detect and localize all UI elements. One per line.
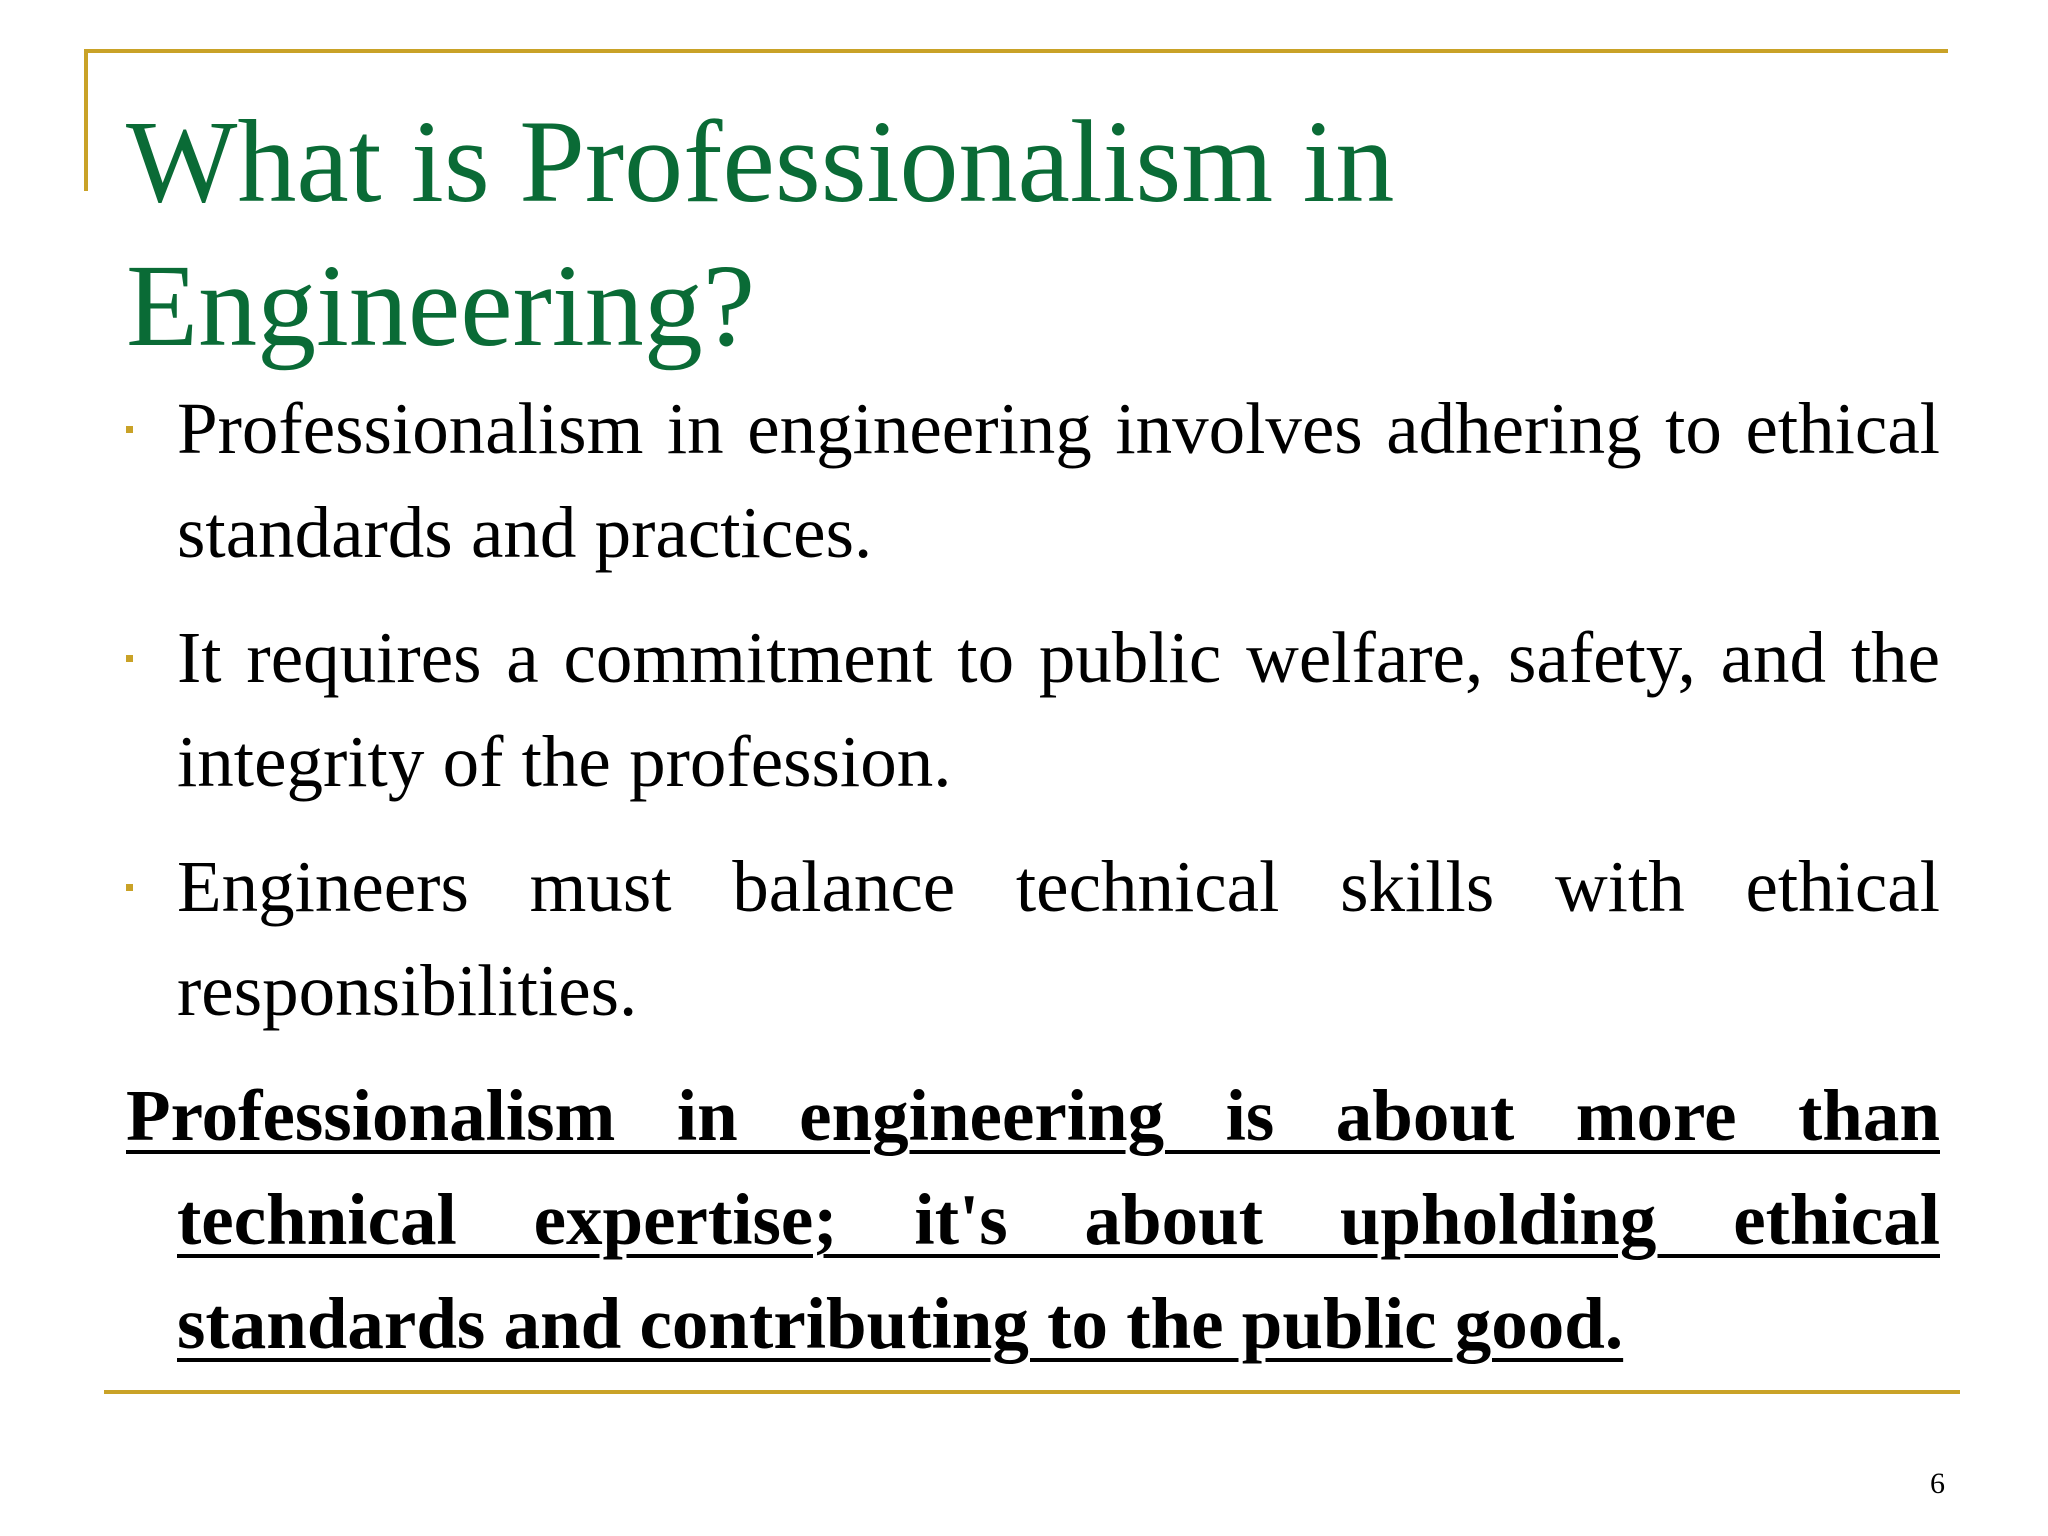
bottom-border-line: [104, 1390, 1960, 1394]
bullet-item: [126, 835, 1940, 1043]
page-number: 6: [1930, 1467, 1945, 1500]
square-bullet-icon: [126, 655, 133, 662]
top-border-line: [84, 49, 1948, 53]
bullet-list: [126, 377, 1940, 1043]
summary-statement: Professionalism in engineering is about more than technical expertise; it's about upholding ethical standards and contributing to the public good.: [126, 1075, 1940, 1364]
bullet-text: Engineers must balance technical skills with ethical responsibilities.: [177, 846, 1940, 1031]
bullet-item: [126, 377, 1940, 585]
square-bullet-icon: [126, 426, 133, 433]
square-bullet-icon: [126, 884, 133, 891]
bullet-text: It requires a commitment to public welfare, safety, and the integrity of the profession.: [177, 617, 1940, 802]
bullet-text: Professionalism in engineering involves adhering to ethical standards and practices.: [177, 388, 1940, 573]
left-border-line: [84, 49, 88, 191]
bullet-item: [126, 606, 1940, 814]
slide-body: [126, 377, 1940, 1376]
slide-title: What is Professionalism in Engineering?: [126, 96, 1395, 371]
